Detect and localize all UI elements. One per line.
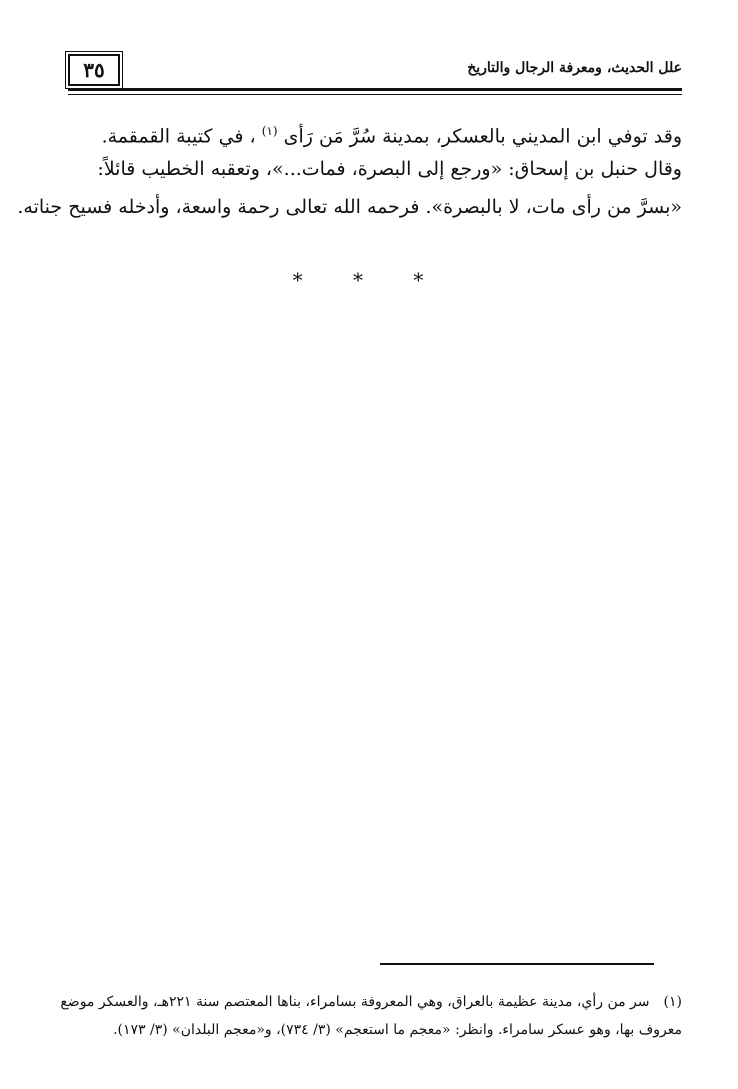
- footnotes: [60, 988, 682, 1044]
- section-ornament: * * *: [292, 268, 446, 292]
- footnote-reference[interactable]: (١): [261, 124, 278, 138]
- footnote-line-2: معروف بها، وهو عسكر سامراء. وانظر: «معجم ما استعجم» (٣/ ٧٣٤)، و«معجم البلدان» (٣/ ١٧٣).: [113, 1022, 682, 1038]
- body-line-1-tail: ، في كتيبة القمقمة.: [101, 125, 256, 148]
- footnote-marker: (١): [663, 994, 682, 1010]
- body-line-2: وقال حنبل بن إسحاق: «ورجع إلى البصرة، فمات...»، وتعقبه الخطيب قائلاً:: [97, 158, 682, 180]
- footnote-separator: [380, 963, 654, 965]
- page-number: ٣٥: [68, 54, 120, 86]
- header-rule-thick: [68, 88, 682, 91]
- header-rule-thin: [68, 94, 682, 95]
- body-line-1: [70, 112, 682, 150]
- footnote-line-1-text: سر من رأي، مدينة عظيمة بالعراق، وهي المعروفة بسامراء، بناها المعتصم سنة ٢٢١هـ، والعسكر موضع: [60, 994, 650, 1010]
- body-line-1-text: وقد توفي ابن المديني بالعسكر، بمدينة سُرَّ مَن رَأى: [283, 125, 682, 148]
- page-header: [68, 52, 682, 88]
- running-title: علل الحديث، ومعرفة الرجال والتاريخ: [467, 60, 682, 76]
- body-line-3: «بسرَّ من رأى مات، لا بالبصرة». فرحمه الله تعالى رحمة واسعة، وأدخله فسيح جناته.: [17, 196, 682, 218]
- footnote-line-1: [60, 988, 682, 1016]
- main-text: [17, 112, 682, 226]
